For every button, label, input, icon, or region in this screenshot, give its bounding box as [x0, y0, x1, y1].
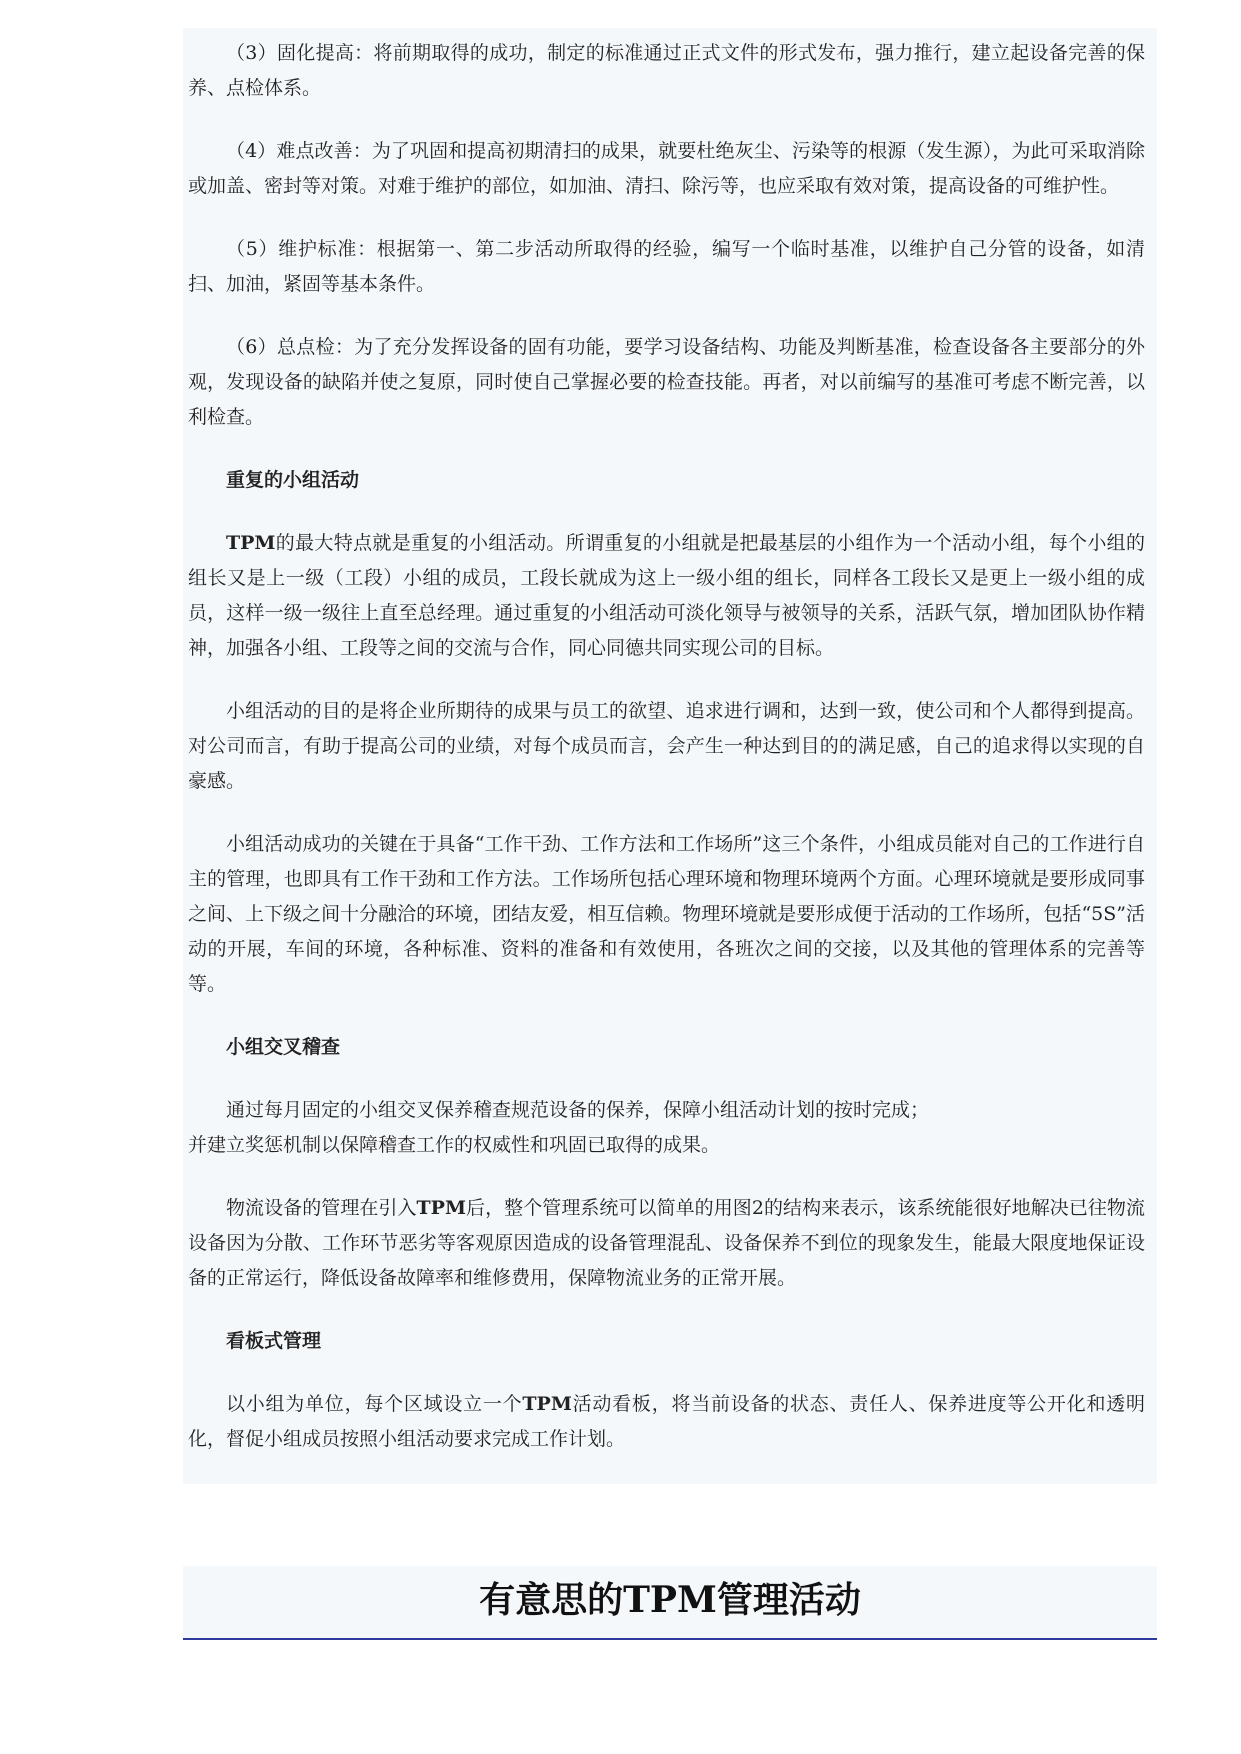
article-panel	[183, 28, 1157, 1484]
paragraph-line: 通过每月固定的小组交叉保养稽查规范设备的保养，保障小组活动计划的按时完成；	[226, 1099, 930, 1121]
section-heading: 重复的小组活动	[226, 469, 360, 491]
paragraph	[188, 1093, 1145, 1163]
paragraph-text: 后，整个管理系统可以简单的用图2的结构来表示，该系统能很好地解决已往物流设备因为分散、工作环节恶劣等客观原因造成的设备管理混乱、设备保养不到位的现象发生，能最大限度地保证设备的正常运行，降低设备故障率和维修费用，保障物流业务的正常开展。	[188, 1197, 1145, 1289]
paragraph	[188, 1387, 1145, 1457]
paragraph-line: 并建立奖惩机制以保障稽查工作的权威性和巩固已取得的成果。	[188, 1134, 721, 1156]
paragraph: （4）难点改善：为了巩固和提高初期清扫的成果，就要杜绝灰尘、污染等的根源（发生源），为此可采取消除或加盖、密封等对策。对难于维护的部位，如加油、清扫、除污等，也应采取有效对策，提高设备的可维护性。	[188, 140, 1145, 197]
paragraph-text: 活动看板，将当前设备的状态、责任人、保养进度等公开化和透明化，督促小组成员按照小组活动要求完成工作计划。	[188, 1393, 1145, 1450]
page-title: 有意思的TPM管理活动	[479, 1579, 861, 1621]
tpm-term: TPM	[522, 1393, 572, 1415]
paragraph-text: 以小组为单位，每个区域设立一个	[226, 1393, 523, 1415]
section-heading: 小组交叉稽查	[226, 1036, 341, 1058]
tpm-term: TPM	[226, 532, 276, 554]
paragraph: （3）固化提高：将前期取得的成功，制定的标准通过正式文件的形式发布，强力推行，建立起设备完善的保养、点检体系。	[188, 42, 1145, 99]
paragraph: （6）总点检：为了充分发挥设备的固有功能，要学习设备结构、功能及判断基准，检查设备各主要部分的外观，发现设备的缺陷并使之复原，同时使自己掌握必要的检查技能。再者，对以前编写的基准可考虑不断完善，以利检查。	[188, 336, 1145, 428]
paragraph: （5）维护标准：根据第一、第二步活动所取得的经验，编写一个临时基准，以维护自己分管的设备，如清扫、加油，紧固等基本条件。	[188, 238, 1145, 295]
paragraph-text: 的最大特点就是重复的小组活动。所谓重复的小组就是把最基层的小组作为一个活动小组，每个小组的组长又是上一级（工段）小组的成员，工段长就成为这上一级小组的组长，同样各工段长又是更上一级小组的成员，这样一级一级往上直至总经理。通过重复的小组活动可淡化领导与被领导的关系，活跃气氛，增加团队协作精神，加强各小组、工段等之间的交流与合作，同心同德共同实现公司的目标。	[188, 532, 1145, 659]
article-body	[183, 28, 1157, 1457]
paragraph: 小组活动成功的关键在于具备“工作干劲、工作方法和工作场所”这三个条件，小组成员能对自己的工作进行自主的管理，也即具有工作干劲和工作方法。工作场所包括心理环境和物理环境两个方面。心理环境就是要形成同事之间、上下级之间十分融洽的环境，团结友爱，相互信赖。物理环境就是要形成便于活动的工作场所，包括“5S”活动的开展，车间的环境，各种标准、资料的准备和有效使用，各班次之间的交接，以及其他的管理体系的完善等等。	[188, 833, 1145, 995]
tpm-term: TPM	[416, 1197, 466, 1219]
paragraph: 小组活动的目的是将企业所期待的成果与员工的欲望、追求进行调和，达到一致，使公司和个人都得到提高。对公司而言，有助于提高公司的业绩，对每个成员而言，会产生一种达到目的的满足感，自己的追求得以实现的自豪感。	[188, 700, 1145, 792]
next-section-header	[183, 1566, 1157, 1638]
paragraph	[188, 526, 1145, 666]
section-heading: 看板式管理	[226, 1330, 322, 1352]
paragraph-text: 物流设备的管理在引入	[226, 1197, 417, 1219]
title-divider	[183, 1638, 1157, 1640]
paragraph	[188, 1191, 1145, 1296]
